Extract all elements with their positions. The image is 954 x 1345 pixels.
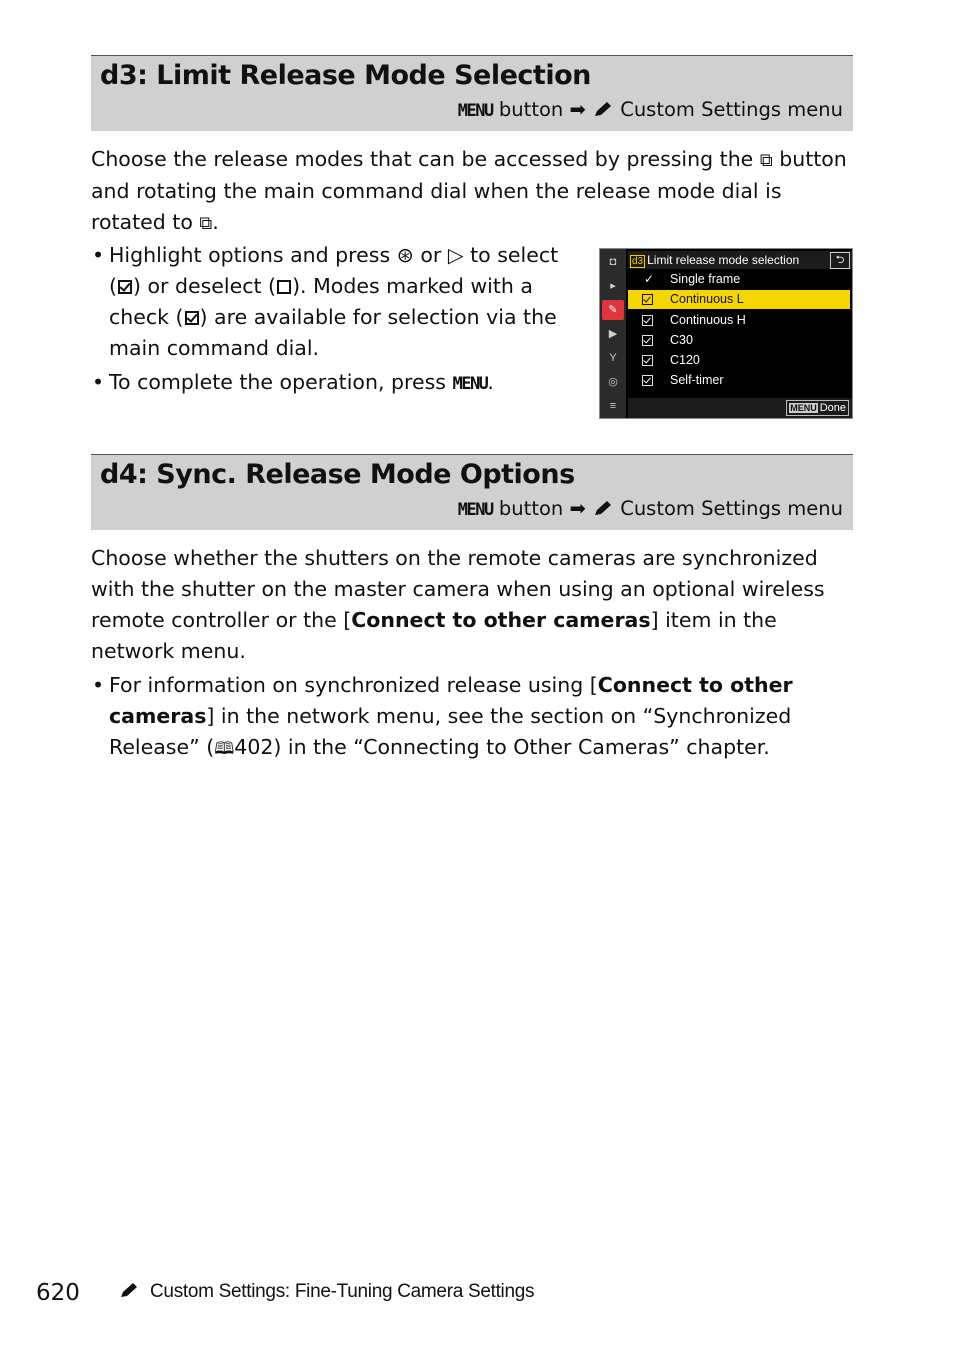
camera-screen xyxy=(599,248,853,419)
menu-path-d4: MENU button ➡ Custom Settings menu xyxy=(457,497,843,520)
checked-box-icon xyxy=(118,280,132,294)
screen-title: d3 Limit release mode selection ⮌ xyxy=(628,251,852,269)
my-menu-icon: ≡ xyxy=(609,400,617,412)
d3-intro: Choose the release modes that can be accessed by pressing the ⧉ button and rotating the main command dial when the release mode dial is rotated to ⧉. xyxy=(91,144,856,239)
network-icon: ◎ xyxy=(608,376,618,388)
checked-box-icon xyxy=(642,355,653,366)
menu-button-glyph: MENU xyxy=(457,101,493,121)
checked-box-icon xyxy=(642,375,653,386)
menu-button-glyph: MENU xyxy=(452,374,488,394)
page-number: 620 xyxy=(36,1280,80,1306)
checked-box-icon xyxy=(642,294,653,305)
wrench-icon: Y xyxy=(609,352,617,364)
menu-path-d3: MENU button ➡ Custom Settings menu xyxy=(457,98,843,121)
screen-footer xyxy=(628,398,852,418)
pencil-icon xyxy=(592,100,614,118)
list-item: ✓ Single frame xyxy=(628,270,850,289)
list-item: • For information on synchronized release using [Connect to other cameras] in the network menu, see the section on “Synchronized Release” (🕮402) in the “Connecting to Other Cameras” chapter. xyxy=(92,673,793,759)
movie-icon: ▸ xyxy=(610,280,616,292)
pencil-icon: ✎ xyxy=(602,300,624,320)
section-title-d4: d4: Sync. Release Mode Options xyxy=(100,459,575,490)
list-item: C120 xyxy=(628,351,850,370)
list-item: • To complete the operation, press MENU. xyxy=(92,370,494,394)
continuous-release-icon: ⧉ xyxy=(759,150,773,171)
done-hint: MENU Done xyxy=(786,400,849,416)
list-item: Self-timer xyxy=(628,371,850,390)
list-item: Continuous L xyxy=(628,290,850,309)
back-icon: ⮌ xyxy=(830,252,850,269)
empty-box-icon xyxy=(277,280,291,294)
list-item: C30 xyxy=(628,331,850,350)
pencil-icon xyxy=(592,499,614,517)
ok-button-icon: ⊛ xyxy=(396,243,414,267)
checked-box-icon xyxy=(642,335,653,346)
section-title-d3: d3: Limit Release Mode Selection xyxy=(100,60,591,91)
section-header-d3 xyxy=(91,55,853,131)
running-footer: Custom Settings: Fine-Tuning Camera Settings xyxy=(118,1281,534,1303)
section-header-d4 xyxy=(91,454,853,530)
checked-box-icon xyxy=(642,315,653,326)
arrow-right-icon: ➡ xyxy=(569,98,586,121)
multi-selector-right-icon: ▷ xyxy=(447,243,464,267)
d4-intro: Choose whether the shutters on the remote cameras are synchronized with the shutter on the master camera when using an optional wireless remote controller or the [Connect to other cameras] item in the network menu. xyxy=(91,546,825,663)
continuous-release-icon: ⧉ xyxy=(199,213,213,234)
arrow-right-icon: ➡ xyxy=(569,497,586,520)
list-item: Continuous H xyxy=(628,311,850,330)
menu-sidebar xyxy=(600,249,626,418)
list-item: • Highlight options and press ⊛ or ▷ to select ( ) or deselect ( ). Modes marked with a check ( ) are available for selection via the main command dial. xyxy=(92,243,559,360)
camera-icon: ◘ xyxy=(609,256,617,268)
book-icon: 🕮 xyxy=(214,739,235,759)
pencil-icon xyxy=(118,1281,140,1299)
checked-box-icon xyxy=(185,311,199,325)
check-icon: ✓ xyxy=(644,272,655,286)
menu-button-glyph: MENU xyxy=(457,500,493,520)
playback-icon: ▶ xyxy=(608,328,618,340)
